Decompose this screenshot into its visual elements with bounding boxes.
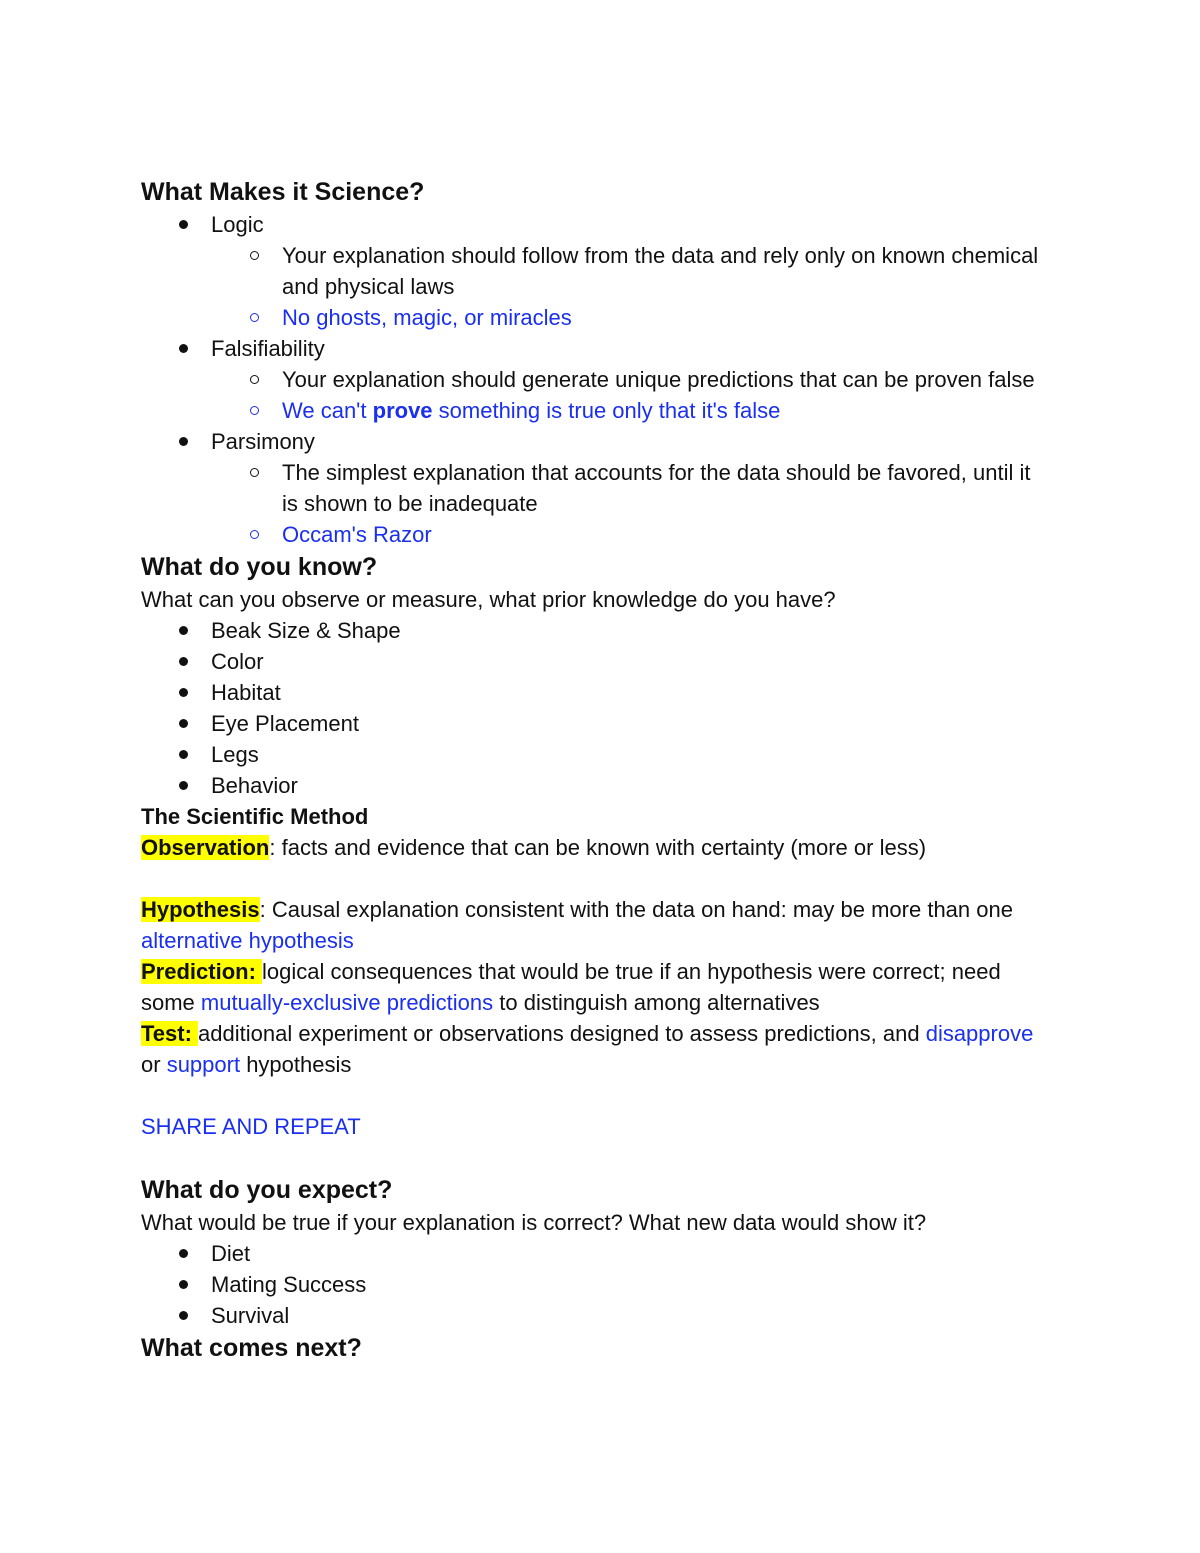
list-item <box>141 615 1041 646</box>
sub-list <box>211 457 1041 550</box>
list-item-falsifiability <box>141 333 1041 426</box>
bullet-dot-icon <box>179 344 188 353</box>
sub-list-item <box>211 302 1041 333</box>
spacer <box>141 863 1041 894</box>
list-item-parsimony <box>141 426 1041 550</box>
list-item <box>141 739 1041 770</box>
hypothesis-definition <box>141 894 1041 956</box>
heading-what-do-you-expect: What do you expect? <box>141 1176 393 1204</box>
sub-item-text: No ghosts, magic, or miracles <box>282 305 572 330</box>
bullet-circle-icon <box>250 375 259 384</box>
sub-item-text-pre: We can't <box>282 398 373 423</box>
science-criteria-list <box>141 209 1041 550</box>
bullet-circle-icon <box>250 468 259 477</box>
sub-list <box>211 240 1041 333</box>
sub-item-text-post: something is true only that it's false <box>432 398 781 423</box>
bullet-dot-icon <box>179 1311 188 1320</box>
list-item-label: Color <box>211 649 264 674</box>
list-item <box>141 1238 1041 1269</box>
prediction-post: to distinguish among alternatives <box>493 990 820 1015</box>
prediction-term: Prediction: <box>141 959 263 984</box>
hypothesis-text: : Causal explanation consistent with the data on hand: may be more than one <box>259 897 1013 922</box>
sub-item-text: Your explanation should generate unique predictions that can be proven false <box>282 367 1035 392</box>
sub-item-text-bold: prove <box>372 398 433 423</box>
bullet-circle-icon <box>250 530 259 539</box>
bullet-dot-icon <box>179 781 188 790</box>
sub-list-item <box>211 457 1041 519</box>
bullet-circle-icon <box>250 251 259 260</box>
hypothesis-term: Hypothesis <box>141 897 260 922</box>
sub-item-text: Your explanation should follow from the data and rely only on known chemical and physical laws <box>282 243 1039 299</box>
list-item <box>141 1300 1041 1331</box>
prediction-link-text: mutually-exclusive predictions <box>200 990 494 1015</box>
test-definition <box>141 1018 1041 1080</box>
heading-what-makes-it-science: What Makes it Science? <box>141 178 425 206</box>
test-mid: or <box>141 1052 167 1077</box>
test-link-disapprove: disapprove <box>925 1021 1034 1046</box>
share-and-repeat: SHARE AND REPEAT <box>141 1114 361 1139</box>
list-item-label: Parsimony <box>211 429 315 454</box>
list-item <box>141 1269 1041 1300</box>
bullet-dot-icon <box>179 626 188 635</box>
test-text: additional experiment or observations designed to assess predictions, and <box>198 1021 926 1046</box>
list-item-label: Beak Size & Shape <box>211 618 401 643</box>
list-item-label: Falsifiability <box>211 336 325 361</box>
bullet-dot-icon <box>179 657 188 666</box>
bullet-dot-icon <box>179 1249 188 1258</box>
sub-list-item <box>211 519 1041 550</box>
heading-scientific-method: The Scientific Method <box>141 804 369 829</box>
section-intro: What would be true if your explanation is correct? What new data would show it? <box>141 1210 927 1235</box>
sub-list-item <box>211 364 1041 395</box>
observations-list <box>141 615 1041 801</box>
bullet-dot-icon <box>179 750 188 759</box>
bullet-dot-icon <box>179 688 188 697</box>
observation-text: : facts and evidence that can be known with certainty (more or less) <box>269 835 927 860</box>
sub-item-text: Occam's Razor <box>282 522 432 547</box>
prediction-text: logical consequences that would be true if an hypothesis were correct; need some <box>141 959 1001 1015</box>
observation-definition <box>141 832 1041 863</box>
spacer <box>141 1142 1041 1173</box>
list-item-label: Diet <box>211 1241 251 1266</box>
sub-item-text: The simplest explanation that accounts for the data should be favored, until it is shown to be inadequate <box>282 460 1031 516</box>
spacer <box>141 1080 1041 1111</box>
list-item <box>141 677 1041 708</box>
heading-what-do-you-know: What do you know? <box>141 553 378 581</box>
sub-list <box>211 364 1041 426</box>
bullet-dot-icon <box>179 719 188 728</box>
list-item-logic <box>141 209 1041 333</box>
test-term: Test: <box>141 1021 199 1046</box>
test-link-support: support <box>166 1052 241 1077</box>
observation-term: Observation <box>141 835 270 860</box>
document-page <box>141 175 1041 1365</box>
list-item <box>141 770 1041 801</box>
predictions-list <box>141 1238 1041 1331</box>
sub-item-text <box>282 398 780 423</box>
bullet-circle-icon <box>250 313 259 322</box>
list-item-label: Logic <box>211 212 264 237</box>
prediction-definition <box>141 956 1041 1018</box>
list-item-label: Survival <box>211 1303 290 1328</box>
list-item <box>141 708 1041 739</box>
test-post: hypothesis <box>240 1052 352 1077</box>
heading-what-comes-next: What comes next? <box>141 1334 362 1362</box>
list-item-label: Legs <box>211 742 259 767</box>
list-item-label: Behavior <box>211 773 298 798</box>
hypothesis-link-text: alternative hypothesis <box>141 928 354 953</box>
list-item <box>141 646 1041 677</box>
list-item-label: Mating Success <box>211 1272 367 1297</box>
section-intro: What can you observe or measure, what prior knowledge do you have? <box>141 587 836 612</box>
bullet-dot-icon <box>179 220 188 229</box>
sub-list-item <box>211 240 1041 302</box>
list-item-label: Eye Placement <box>211 711 359 736</box>
bullet-dot-icon <box>179 437 188 446</box>
bullet-circle-icon <box>250 406 259 415</box>
sub-list-item <box>211 395 1041 426</box>
list-item-label: Habitat <box>211 680 281 705</box>
bullet-dot-icon <box>179 1280 188 1289</box>
